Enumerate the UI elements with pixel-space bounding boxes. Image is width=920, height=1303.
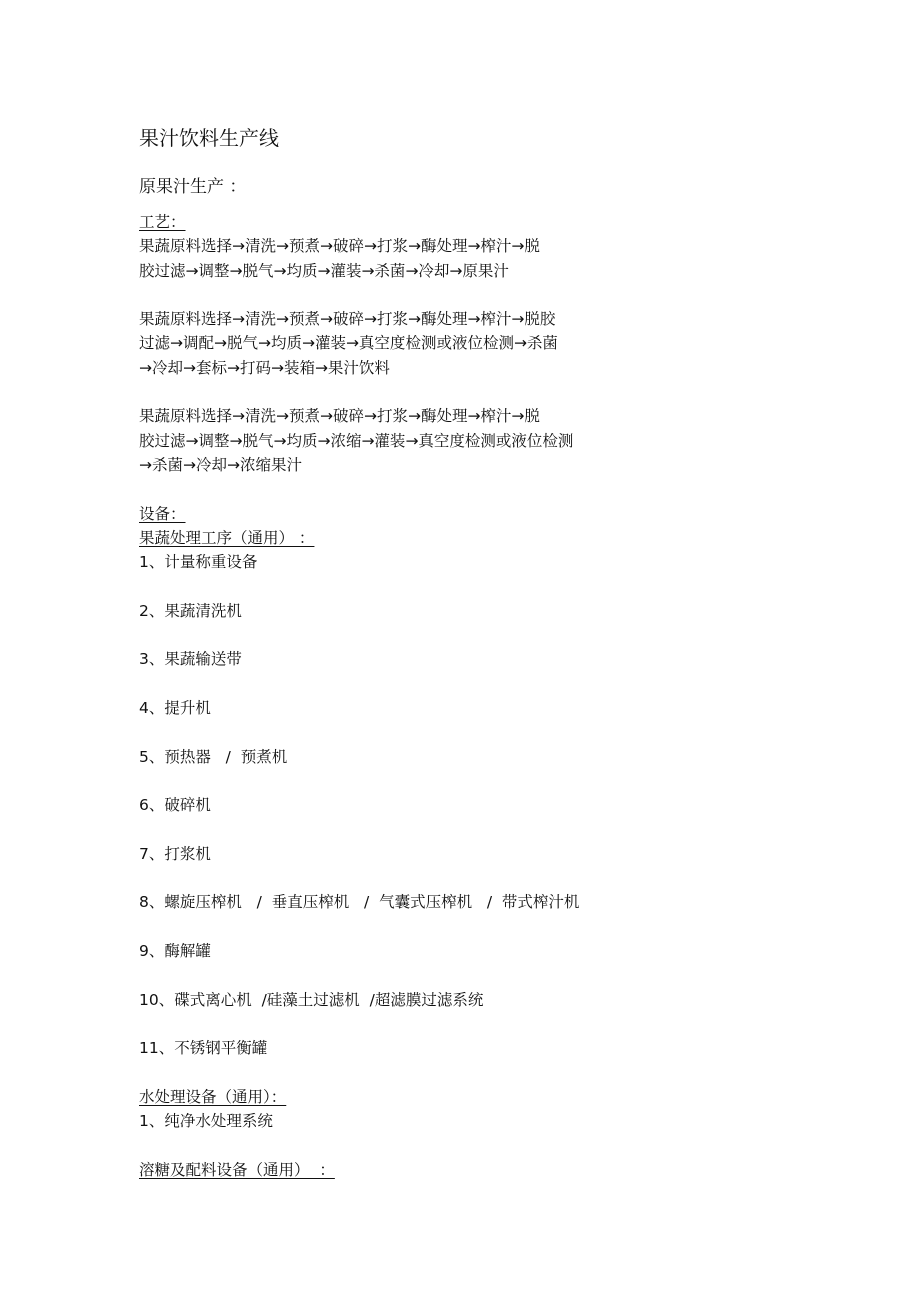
- list-item: 2、果蔬清洗机: [139, 601, 242, 620]
- document-title: 果汁饮料生产线: [139, 126, 279, 150]
- flow-line: 过滤→调配→脱气→均质→灌装→真空度检测或液位检测→杀菌: [139, 334, 558, 353]
- sugar-section-heading: 溶糖及配料设备（通用） ：: [139, 1160, 335, 1179]
- process-heading: 工艺：: [139, 213, 186, 231]
- list-item: 9、酶解罐: [139, 941, 211, 960]
- equipment-heading: 设备：: [139, 504, 186, 523]
- section-subtitle: 原果汁生产 ：: [139, 177, 247, 197]
- fruit-section-heading: 果蔬处理工序（通用） ：: [139, 528, 315, 547]
- list-item: 4、提升机: [139, 698, 211, 717]
- flow-line: 果蔬原料选择→清洗→预煮→破碎→打浆→酶处理→榨汁→脱: [139, 237, 540, 256]
- list-item: 7、打浆机: [139, 844, 211, 863]
- list-item: 6、破碎机: [139, 796, 211, 815]
- document-body: [139, 210, 579, 1182]
- flow-line: 胶过滤→调整→脱气→均质→灌装→杀菌→冷却→原果汁: [139, 261, 509, 280]
- flow-line: 果蔬原料选择→清洗→预煮→破碎→打浆→酶处理→榨汁→脱胶: [139, 310, 556, 329]
- flow-line: 胶过滤→调整→脱气→均质→浓缩→灌装→真空度检测或液位检测: [139, 431, 574, 450]
- list-item: 3、果蔬输送带: [139, 650, 242, 669]
- flow-line: →杀菌→冷却→浓缩果汁: [139, 455, 302, 474]
- water-section-heading: 水处理设备（通用）：: [139, 1087, 287, 1106]
- flow-line: 果蔬原料选择→清洗→预煮→破碎→打浆→酶处理→榨汁→脱: [139, 407, 540, 426]
- list-item: 8、螺旋压榨机 / 垂直压榨机 / 气囊式压榨机 / 带式榨汁机: [139, 893, 580, 912]
- list-item: 5、预热器 / 预煮机: [139, 747, 288, 766]
- flow-line: →冷却→套标→打码→装箱→果汁饮料: [139, 358, 390, 377]
- list-item: 11、不锈钢平衡罐: [139, 1039, 268, 1058]
- list-item: 10、碟式离心机 /硅藻土过滤机 /超滤膜过滤系统: [139, 990, 484, 1009]
- list-item: 1、纯净水处理系统: [139, 1111, 273, 1130]
- list-item: 1、计量称重设备: [139, 553, 258, 572]
